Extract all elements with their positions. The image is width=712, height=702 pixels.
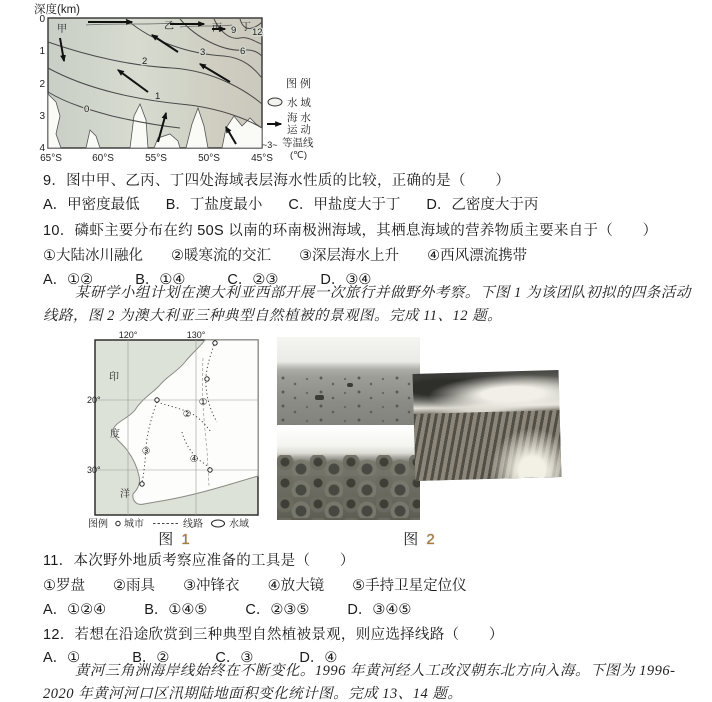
q11-item-3: ③冲锋衣	[183, 578, 240, 594]
legend-isotherm-label: 等温线	[282, 137, 314, 149]
route-marker-4: ④	[189, 454, 199, 465]
depth-ticks	[39, 14, 45, 154]
latitude-ticks	[40, 153, 273, 164]
svg-text:3: 3	[39, 111, 45, 122]
q10-option-b: B．①④	[135, 272, 186, 288]
q10-item-3: ③深层海水上升	[299, 248, 400, 264]
lat-tick-20: 20°	[87, 395, 101, 405]
q11-option-a: A．①②④	[43, 602, 107, 618]
svg-text:6: 6	[240, 46, 246, 57]
photo-forest	[277, 427, 420, 520]
figure-1-caption	[87, 528, 263, 549]
q10-option-c: C．②③	[227, 272, 279, 288]
passage-australia-field-trip: 某研学小组计划在澳大利亚西部开展一次旅行并做野外考察。下图 1 为该团队初拟的四条活动线路，图 2 为澳大利亚三种典型自然植被的景观图。完成 11、12 题。	[43, 285, 691, 324]
svg-text:9: 9	[231, 25, 237, 36]
passage-yellow-river-delta: 黄河三角洲海岸线始终在不断变化。1996 年黄河经人工改汊朝东北方向入海。下图为 1996-2020 年黄河河口区汛期陆地面积变化统计图。完成 13、14 题。	[43, 663, 676, 702]
question-9-options	[43, 193, 538, 214]
q11-option-d: D．③④⑤	[347, 602, 412, 618]
route-marker-3: ③	[141, 446, 151, 457]
svg-text:1: 1	[39, 46, 45, 57]
svg-text:2: 2	[142, 56, 148, 67]
map-legend-water-label: 水域	[229, 519, 249, 530]
area-label-ding: 丁	[241, 22, 251, 33]
route-marker-2: ②	[182, 409, 192, 420]
ocean-figure-legend	[262, 76, 314, 161]
question-11-options	[43, 598, 411, 619]
q12-option-b: B．②	[132, 650, 170, 666]
water-area-icon	[268, 98, 282, 106]
svg-text:45°S: 45°S	[251, 153, 273, 164]
legend-isotherm-unit: (℃)	[290, 150, 307, 161]
legend-movement-label-2: 运 动	[287, 124, 311, 136]
q10-option-a: A．①②	[43, 272, 94, 288]
q9-option-b: B．丁盐度最小	[165, 197, 263, 213]
svg-text:0: 0	[84, 104, 90, 115]
svg-text:60°S: 60°S	[92, 153, 114, 164]
question-10-items	[43, 244, 527, 265]
q11-option-c: C．②③⑤	[245, 602, 310, 618]
figure-1-caption-number: 1	[181, 531, 192, 548]
map-legend-city-label: 城市	[124, 519, 144, 530]
q10-item-2: ②暖寒流的交汇	[171, 248, 272, 264]
q12-option-c: C．③	[215, 650, 254, 666]
legend-water-label: 水 域	[287, 97, 311, 109]
dunes-sand-ripples	[414, 410, 562, 481]
dunes-sky-clouds	[413, 370, 560, 415]
grazing-animal	[315, 395, 324, 400]
city-icon	[116, 521, 120, 525]
q10-option-d: D．③④	[320, 272, 372, 288]
figure-1-caption-label: 图	[158, 531, 176, 548]
lon-tick-120: 120°	[118, 330, 138, 340]
lat-tick-30: 30°	[87, 465, 101, 475]
legend-title: 图 例	[286, 78, 312, 90]
area-label-yi: 乙	[164, 21, 174, 32]
figure-2-caption-number: 2	[426, 531, 437, 548]
q11-option-b: B．①④⑤	[144, 602, 208, 618]
svg-text:2: 2	[39, 79, 45, 90]
photo-grassland	[277, 337, 420, 425]
map-legend-route-label: 线路	[183, 519, 203, 530]
q11-item-2: ②雨具	[113, 578, 156, 594]
svg-text:1: 1	[155, 91, 161, 102]
svg-text:0: 0	[39, 14, 45, 25]
grazing-animal	[347, 383, 353, 387]
question-12-stem: 12．若想在沿途欣赏到三种典型自然植被景观，则应选择线路（ ）	[43, 627, 504, 643]
ocean-char-yin: 印	[109, 372, 119, 383]
question-10-stem: 10．磷虾主要分布在约 50S 以南的环南极洲海域，其栖息海域的营养物质主要来自于（ ）	[43, 223, 658, 239]
question-11-items	[43, 574, 467, 595]
svg-text:65°S: 65°S	[40, 153, 62, 164]
question-9-stem: 9．图中甲、乙丙、丁四处海域表层海水性质的比较，正确的是（ ）	[43, 173, 511, 189]
photo-desert-dunes	[413, 370, 562, 481]
australia-map-svg	[87, 330, 263, 530]
route-marker-1: ①	[198, 397, 208, 408]
q9-option-a: A．甲密度最低	[43, 197, 140, 213]
q9-option-c: C．甲盐度大于丁	[288, 197, 401, 213]
ocean-cross-section-figure	[28, 2, 360, 164]
q11-item-4: ④放大镜	[267, 578, 325, 594]
ocean-char-yang: 洋	[120, 489, 130, 500]
q12-option-d: D．④	[299, 650, 338, 666]
map-water-icon	[212, 520, 225, 527]
forest-canopy-texture	[277, 455, 420, 520]
svg-text:3: 3	[200, 47, 206, 58]
q10-item-4: ④西风漂流携带	[427, 248, 528, 264]
map-legend-title: 图例	[88, 519, 108, 530]
legend-movement-label-1: 海 水	[287, 112, 311, 124]
svg-text:4: 4	[39, 143, 45, 154]
ocean-char-du: 度	[110, 429, 120, 440]
svg-text:50°S: 50°S	[198, 153, 220, 164]
grassland-grazing-animals	[277, 374, 420, 425]
svg-text:55°S: 55°S	[145, 153, 167, 164]
q12-option-a: A．①	[43, 650, 81, 666]
area-label-bing: 丙	[212, 23, 222, 34]
q10-item-1: ①大陆冰川融化	[43, 248, 143, 264]
svg-text:12: 12	[252, 27, 263, 38]
figure-2-caption	[330, 528, 510, 549]
q11-item-5: ⑤手持卫星定位仪	[352, 578, 467, 594]
lon-tick-130: 130°	[186, 330, 206, 340]
question-11-stem: 11．本次野外地质考察应准备的工具是（ ）	[43, 553, 355, 569]
q11-item-1: ①罗盘	[43, 578, 85, 594]
australia-map-figure	[87, 330, 263, 530]
ocean-cross-section-svg	[28, 2, 360, 164]
isotherm-symbol: ~3~	[262, 140, 278, 150]
figure-2-caption-label: 图	[403, 531, 421, 548]
q9-option-d: D．乙密度大于丙	[426, 197, 539, 213]
area-label-jia: 甲	[57, 24, 67, 35]
depth-axis-label: 深度(km)	[34, 4, 80, 16]
